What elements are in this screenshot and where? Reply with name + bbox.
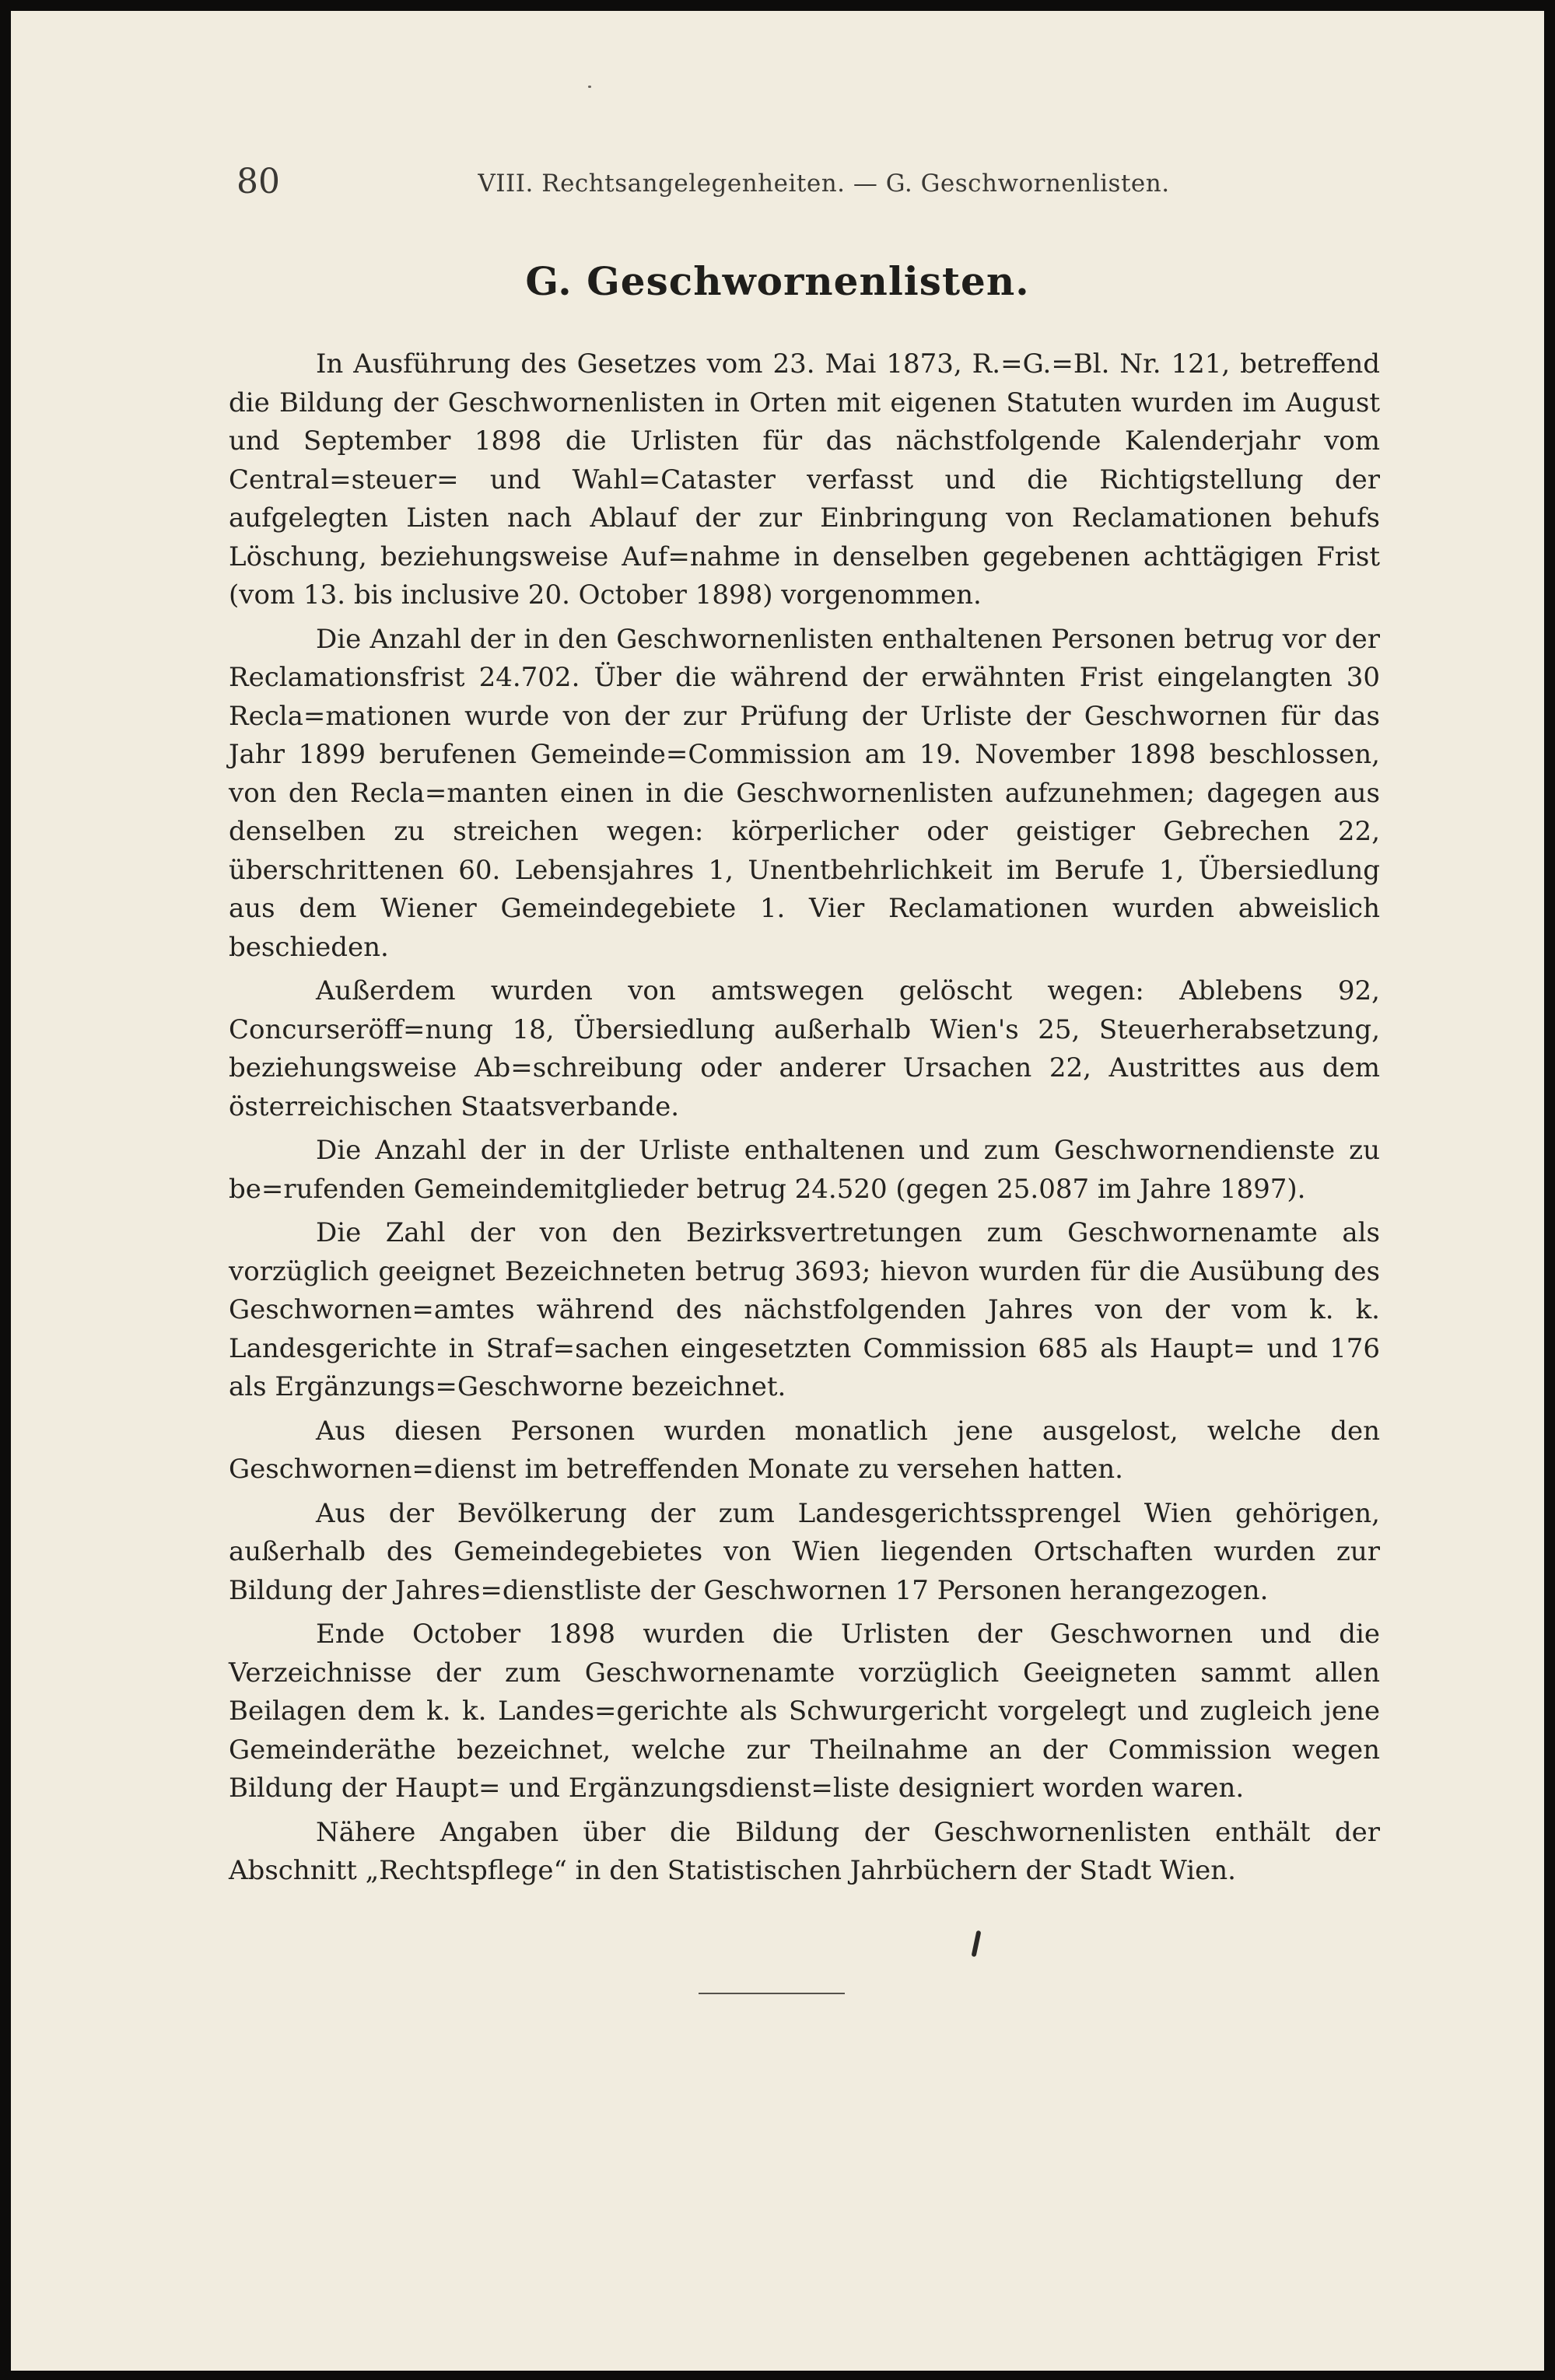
paragraph-4: Die Anzahl der in der Urliste enthaltenen und zum Geschwornendienste zu be=rufenden Gemeindemitglieder betrug 24.520 (gegen 25.087 im Jahre 1897).: [229, 1135, 1380, 1205]
section-title: G. Geschwornenlisten.: [525, 258, 1030, 304]
paragraph-3: Außerdem wurden von amtswegen gelöscht wegen: Ablebens 92, Concurseröff=nung 18, Übersiedlung außerhalb Wien's 25, Steuerherabsetzung, beziehungsweise Ab=schreibung oder anderer Ursachen 22, Austrittes aus dem österreichischen Staatsverbande.: [229, 975, 1380, 1122]
page-header: [236, 159, 1411, 205]
paragraph-8: Ende October 1898 wurden die Urlisten der Geschwornen und die Verzeichnisse der zum Geschwornenamte vorzüglich Geeigneten sammt allen Beilagen dem k. k. Landes=gerichte als Schwurgericht vorgelegt und zugleich jene Gemeinderäthe bezeichnet, welche zur Theilnahme an der Commission wegen Bildung der Haupt= und Ergänzungsdienst=liste designiert worden waren.: [229, 1619, 1380, 1804]
paper-speck: [588, 86, 591, 88]
paragraph-9: Nähere Angaben über die Bildung der Geschwornenlisten enthält der Abschnitt „Rechtspflege“ in den Statistischen Jahrbüchern der Stadt Wien.: [229, 1816, 1380, 1886]
paragraph-2: Die Anzahl der in den Geschwornenlisten enthaltenen Personen betrug vor der Reclamationsfrist 24.702. Über die während der erwähnten Frist eingelangten 30 Recla=mationen wurde von der zur Prüfung der Urliste der Geschwornen für das Jahr 1899 berufenen Gemeinde=Commission am 19. November 1898 beschlossen, von den Recla=manten einen in die Geschwornenlisten aufzunehmen; dagegen aus denselben zu streichen wegen: körperlicher oder geistiger Gebrechen 22, überschrittenen 60. Lebensjahres 1, Unentbehrlichkeit im Berufe 1, Übersiedlung aus dem Wiener Gemeindegebiete 1. Vier Reclamationen wurden abweislich beschieden.: [229, 623, 1380, 963]
paragraph-6: Aus diesen Personen wurden monatlich jene ausgelost, welche den Geschwornen=dienst im betreffenden Monate zu versehen hatten.: [229, 1415, 1380, 1485]
closing-rule: [699, 1993, 845, 1994]
page-number: 80: [236, 162, 280, 201]
ink-mark: [972, 1930, 982, 1958]
document-page: [11, 11, 1544, 2371]
paragraph-7: Aus der Bevölkerung der zum Landesgerichtssprengel Wien gehörigen, außerhalb des Gemeindegebietes von Wien liegenden Ortschaften wurden zur Bildung der Jahres=dienstliste der Geschwornen 17 Personen herangezogen.: [229, 1497, 1380, 1606]
running-head: VIII. Rechtsangelegenheiten. — G. Geschwornenlisten.: [478, 170, 1170, 198]
paragraph-5: Die Zahl der von den Bezirksvertretungen zum Geschwornenamte als vorzüglich geeignet Bezeichneten betrug 3693; hievon wurden für die Ausübung des Geschwornen=amtes während des nächstfolgenden Jahres von der vom k. k. Landesgerichte in Straf=sachen eingesetzten Commission 685 als Haupt= und 176 als Ergänzungs=Geschworne bezeichnet.: [229, 1217, 1380, 1402]
paragraph-1: In Ausführung des Gesetzes vom 23. Mai 1873, R.=G.=Bl. Nr. 121, betreffend die Bildung der Geschwornenlisten in Orten mit eigenen Statuten wurden im August und September 1898 die Urlisten für das nächstfolgende Kalenderjahr vom Central=steuer= und Wahl=Cataster verfasst und die Richtigstellung der aufgelegten Listen nach Ablauf der zur Einbringung von Reclamationen behufs Löschung, beziehungsweise Auf=nahme in denselben gegebenen achttägigen Frist (vom 13. bis inclusive 20. October 1898) vorgenommen.: [229, 348, 1380, 611]
body-text: [229, 345, 1380, 1896]
